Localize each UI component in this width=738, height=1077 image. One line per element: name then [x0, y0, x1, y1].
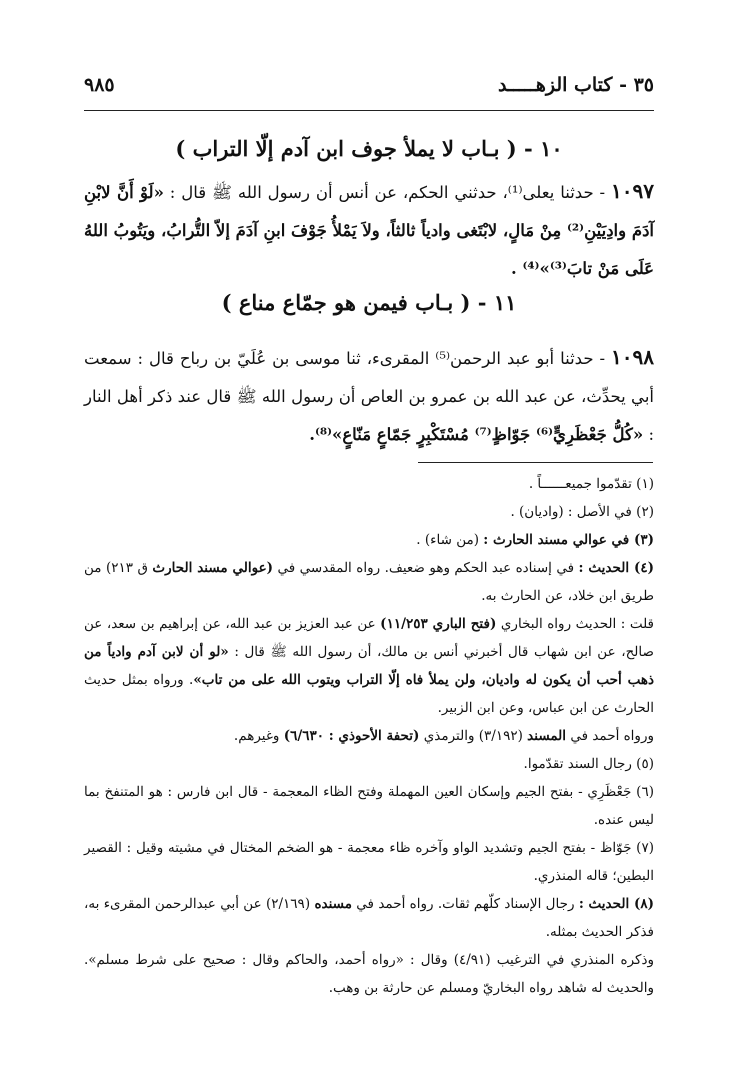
footnote-4-p3c: وغيرهم. [233, 728, 284, 744]
footnote-3 [84, 526, 654, 554]
footnote-4-paragraph-2 [84, 610, 654, 722]
footnote-4-p3-tuhfa: (تحفة الأحوذي : ٦/٦٣٠) [283, 728, 420, 744]
footnote-3-label: (٣) في عوالي مسند الحارث : [483, 532, 654, 548]
footnote-4-text: في إسناده عبد الحكم وهو ضعيف. رواه المقدسي في [273, 560, 579, 576]
hadith-1098 [84, 338, 654, 454]
hadith-matn: «لَوْ أَنَّ لابْنِ آدَمَ وادِيَيْنِ⁽²⁾ مِنْ مَالٍ، لابْتَغى وادياً ثالثاً، ولاَ يَمْلأُ جَوْفَ ابنِ آدَمَ إلاّ التُّرابُ، ويَتُوبُ اللهُ عَلَى مَنْ تابَ⁽³⁾»⁽⁴⁾ . [84, 183, 655, 278]
footnote-2: (٢) في الأصل : (واديان) . [510, 504, 654, 520]
footnote-4-p2-quote: «لو أن لابن آدم وادياً من ذهب أحب أن يكون له واديان، ولن يملأ فاه إلّا التراب ويتوب الله على من تاب» [84, 644, 654, 688]
footnote-1: (١) تقدّموا جميعــــــاً . [528, 476, 654, 492]
footnote-4-end: ق ٢١٣) من طريق ابن خلاد، عن الحارث به. [84, 560, 654, 604]
footnote-8 [84, 890, 654, 946]
footnote-4-label: (٤) الحديث : [578, 560, 654, 576]
footnotes [84, 470, 654, 1002]
footnote-5: (٥) رجال السند تقدّموا. [523, 756, 654, 772]
page-number: ٩٨٥ [84, 74, 115, 96]
footnote-4-p3b: (٣/١٩٢) والترمذي [419, 728, 528, 744]
footnote-8-a: رجال الإسناد كلّهم ثقات. رواه أحمد في [351, 896, 579, 912]
hadith-isnad: - حدثنا أبو عبد الرحمن⁽⁵⁾ المقرىء، ثنا موسى بن عُلَيّ بن رباح قال : سمعت أبي يحدِّث، عن عبد الله بن عمرو بن العاص أن رسول الله ﷺ قال عند ذكر أهل النار : [84, 349, 654, 444]
footnote-8-label: (٨) الحديث : [578, 896, 655, 912]
hadith-number: ١٠٩٧ [611, 179, 654, 203]
chapter-heading-10: ١٠ - ( بـاب لا يملأ جوف ابن آدم إلّا التراب ) [175, 136, 563, 161]
footnote-4-p3-musnad: المسند [527, 728, 567, 744]
footnote-separator [418, 462, 653, 463]
footnote-4-source: (عوالي مسند الحارث [152, 560, 274, 576]
header-rule [84, 110, 654, 111]
footnote-4-p2b: عن عبد العزيز بن عبد الله، عن إبراهيم بن سعد، عن صالح، عن ابن شهاب قال أخبرني أنس بن مالك، أن رسول الله ﷺ قال : [84, 616, 654, 660]
running-title: ٣٥ - كتاب الزهـــــد [498, 74, 654, 96]
hadith-1097 [84, 172, 654, 288]
footnote-6: (٦) جَعْظَرِي - بفتح الجيم وإسكان العين المهملة وفتح الظاء المعجمة - قال ابن فارس : هو المتنفخ بما ليس عنده. [84, 784, 654, 828]
footnote-4-p2-ref: (فتح الباري ١١/٢٥٣) [380, 616, 497, 632]
footnote-4-p3a: ورواه أحمد في [566, 728, 654, 744]
chapter-heading-11: ١١ - ( بـاب فيمن هو جمّاع مناع ) [221, 290, 517, 315]
footnote-4-p2a: قلت : الحديث رواه البخاري [496, 616, 655, 632]
footnote-8-b: (٢/١٦٩) عن أبي عبدالرحمن المقرىء به، فذكر الحديث بمثله. [84, 896, 654, 940]
footnote-3-text: (من شاء) . [416, 532, 484, 548]
footnote-7: (٧) جَوّاظ - بفتح الجيم وتشديد الواو وآخره ظاء معجمة - هو الضخم المختال في مشيته وقيل : القصير البطين؛ قاله المنذري. [84, 840, 654, 884]
footnote-8-paragraph-2: وذكره المنذري في الترغيب (٤/٩١) وقال : «رواه أحمد، والحاكم وقال : صحيح على شرط مسلم». والحديث له شاهد رواه البخاريّ ومسلم عن حارثة بن وهب. [84, 952, 654, 996]
footnote-4-p2c: . ورواه بمثل حديث الحارث عن ابن عباس، وعن ابن الزبير. [84, 672, 654, 716]
footnote-4 [84, 554, 654, 610]
page-header [84, 74, 654, 102]
hadith-number: ١٠٩٨ [611, 345, 654, 369]
hadith-matn: «كُلُّ جَعْظَرِيٍّ⁽⁶⁾ جَوّاظٍ⁽⁷⁾ مُسْتَكْبِرٍ جَمّاعٍ مَنّاعٍ»⁽⁸⁾. [309, 425, 644, 444]
hadith-isnad: - حدثنا يعلى⁽¹⁾، حدثني الحكم، عن أنس أن رسول الله ﷺ قال : [169, 183, 606, 202]
footnote-4-paragraph-3 [84, 722, 654, 750]
footnote-8-musnad: مسنده [314, 896, 352, 912]
